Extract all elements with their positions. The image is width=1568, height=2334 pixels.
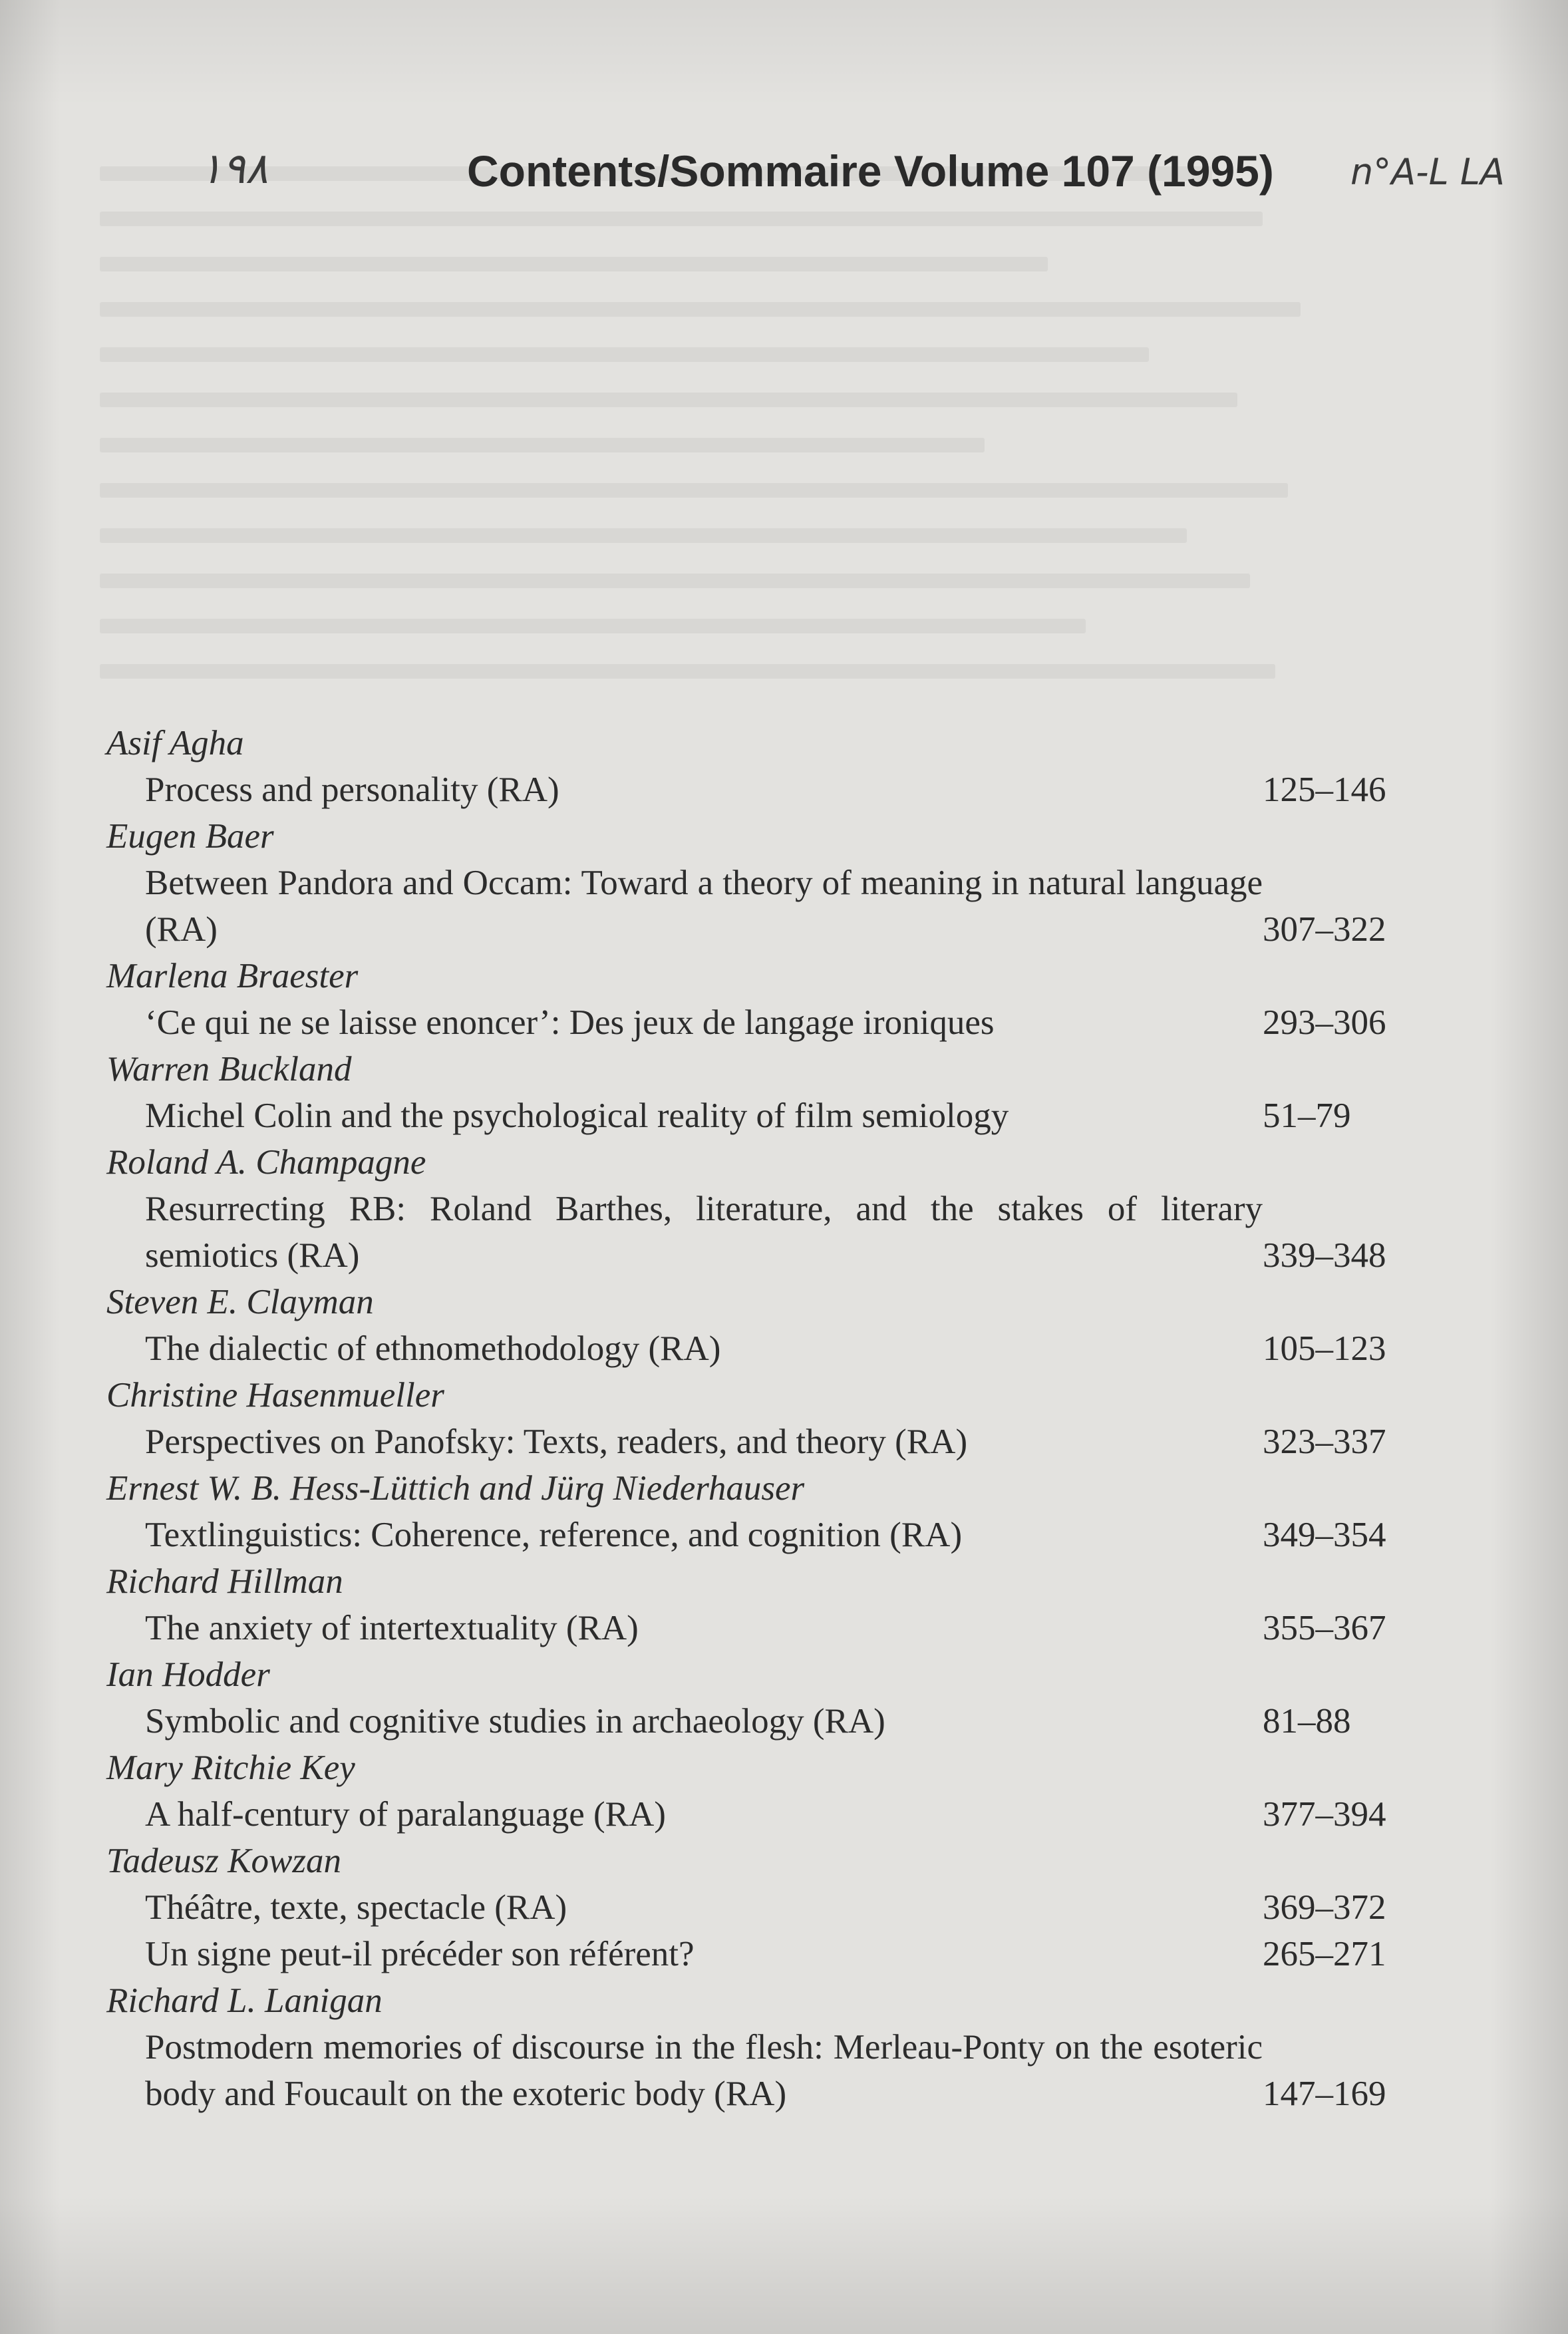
toc-entry-title: The dialectic of ethnomethodology (RA) xyxy=(145,1329,721,1368)
toc-entry xyxy=(106,1698,1351,1745)
toc-entry xyxy=(106,2024,1386,2117)
page-title: Contents/Sommaire Volume 107 (1995) xyxy=(467,146,1274,196)
toc-entry xyxy=(106,1092,1351,1139)
toc-entry-pages: 377–394 xyxy=(1263,1795,1386,1834)
handwritten-note-left: ١٩٨ xyxy=(200,144,269,194)
toc-entry xyxy=(106,1512,1386,1558)
toc-entry xyxy=(106,1605,1386,1651)
page-header xyxy=(200,136,1557,210)
toc-author: Christine Hasenmueller xyxy=(106,1376,444,1415)
toc-entry-pages: 265–271 xyxy=(1263,1935,1386,1973)
toc-entry-pages: 81–88 xyxy=(1263,1702,1351,1741)
toc-entry-pages: 339–348 xyxy=(1263,1236,1386,1275)
toc-author: Richard L. Lanigan xyxy=(106,1981,383,2020)
toc-entry xyxy=(106,766,1386,813)
toc-entry-pages: 349–354 xyxy=(1263,1516,1386,1554)
toc-author: Tadeusz Kowzan xyxy=(106,1842,341,1880)
toc-entry-pages: 51–79 xyxy=(1263,1096,1351,1135)
toc-group xyxy=(106,1465,1386,1558)
toc-entry-pages: 369–372 xyxy=(1263,1888,1386,1927)
toc-entry-title: ‘Ce qui ne se laisse enoncer’: Des jeux de langage ironiques xyxy=(145,1003,995,1042)
toc-author: Richard Hillman xyxy=(106,1562,343,1601)
toc-entry-title: Resurrecting RB: Roland Barthes, literature, and the stakes of literary semiotics (RA) xyxy=(145,1190,1263,1275)
toc-entry xyxy=(106,1931,1386,1977)
toc-group xyxy=(106,953,1386,1046)
toc-author: Asif Agha xyxy=(106,724,244,762)
toc-entry-pages: 307–322 xyxy=(1263,910,1386,949)
table-of-contents xyxy=(106,720,1386,2117)
toc-group xyxy=(106,813,1386,953)
toc-entry-pages: 147–169 xyxy=(1263,2075,1386,2113)
toc-entry-title: Process and personality (RA) xyxy=(145,770,559,809)
toc-author: Warren Buckland xyxy=(106,1050,352,1088)
toc-entry-title: Postmodern memories of discourse in the flesh: Merleau-Ponty on the esoteric body and Foucault on the exoteric body (RA) xyxy=(145,2028,1263,2113)
toc-author: Roland A. Champagne xyxy=(106,1143,426,1182)
toc-author: Steven E. Clayman xyxy=(106,1283,374,1321)
toc-group xyxy=(106,1558,1386,1651)
toc-entry xyxy=(106,1791,1386,1838)
toc-entry-title: The anxiety of intertextuality (RA) xyxy=(145,1609,639,1647)
toc-entry-title: Un signe peut-il précéder son référent? xyxy=(145,1935,695,1973)
toc-entry xyxy=(106,1418,1386,1465)
toc-author: Mary Ritchie Key xyxy=(106,1749,355,1787)
toc-group xyxy=(106,1372,1386,1465)
toc-group xyxy=(106,1139,1386,1279)
toc-entry-title: Textlinguistics: Coherence, reference, and cognition (RA) xyxy=(145,1516,963,1554)
toc-entry-pages: 125–146 xyxy=(1263,770,1386,809)
toc-group xyxy=(106,1279,1386,1372)
toc-author: Marlena Braester xyxy=(106,957,359,995)
toc-entry xyxy=(106,1186,1386,1279)
toc-entry-title: A half-century of paralanguage (RA) xyxy=(145,1795,666,1834)
toc-entry-pages: 293–306 xyxy=(1263,1003,1386,1042)
toc-entry-pages: 105–123 xyxy=(1263,1329,1386,1368)
toc-entry-title: Michel Colin and the psychological reality of film semiology xyxy=(145,1096,1009,1135)
toc-author: Eugen Baer xyxy=(106,817,274,856)
toc-author: Ian Hodder xyxy=(106,1655,270,1694)
toc-entry xyxy=(106,1325,1386,1372)
toc-entry-title: Between Pandora and Occam: Toward a theory of meaning in natural language (RA) xyxy=(145,864,1263,949)
toc-entry-pages: 355–367 xyxy=(1263,1609,1386,1647)
toc-entry-title: Théâtre, texte, spectacle (RA) xyxy=(145,1888,567,1927)
toc-entry-pages: 323–337 xyxy=(1263,1422,1386,1461)
toc-group xyxy=(106,1046,1351,1139)
handwritten-note-right: n°A-L LA xyxy=(1350,151,1505,193)
toc-entry-title: Perspectives on Panofsky: Texts, readers, and theory (RA) xyxy=(145,1422,968,1461)
toc-group xyxy=(106,720,1386,813)
toc-entry xyxy=(106,999,1386,1046)
toc-entry-title: Symbolic and cognitive studies in archaeology (RA) xyxy=(145,1702,885,1741)
toc-group xyxy=(106,1977,1386,2117)
toc-group xyxy=(106,1651,1351,1745)
toc-entry xyxy=(106,1884,1386,1931)
toc-group xyxy=(106,1838,1386,1977)
toc-author: Ernest W. B. Hess-Lüttich and Jürg Niederhauser xyxy=(106,1469,805,1508)
toc-entry xyxy=(106,860,1386,953)
toc-group xyxy=(106,1745,1386,1838)
